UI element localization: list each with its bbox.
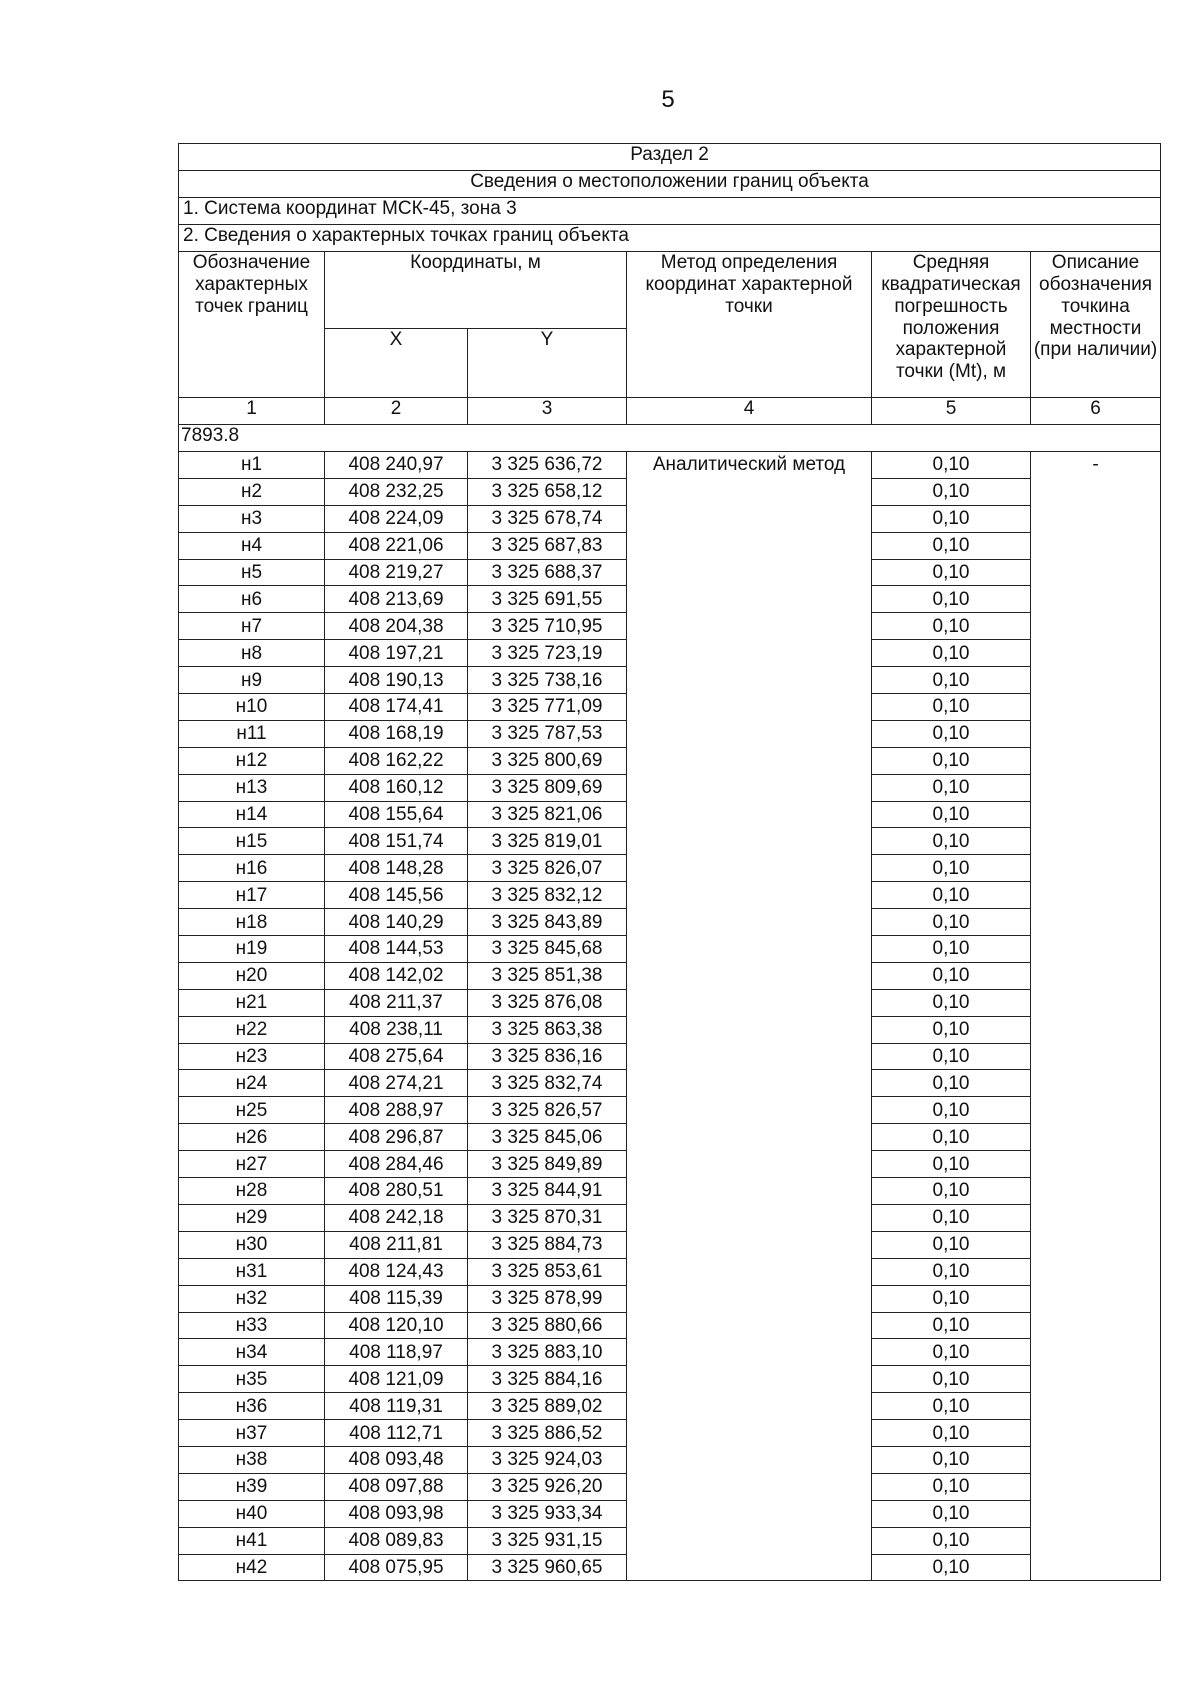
mean-error: 0,10 (872, 720, 1031, 747)
mean-error: 0,10 (872, 774, 1031, 801)
coord-x: 408 155,64 (325, 801, 468, 828)
coord-y: 3 325 658,12 (468, 478, 627, 505)
coord-y: 3 325 826,07 (468, 855, 627, 882)
coord-x: 408 274,21 (325, 1070, 468, 1097)
coord-x: 408 148,28 (325, 855, 468, 882)
mean-error: 0,10 (872, 1070, 1031, 1097)
col-number: 5 (872, 398, 1031, 425)
mean-error: 0,10 (872, 936, 1031, 963)
coord-y: 3 325 843,89 (468, 909, 627, 936)
mean-error: 0,10 (872, 1231, 1031, 1258)
coord-x: 408 224,09 (325, 505, 468, 532)
coord-x: 408 174,41 (325, 694, 468, 721)
header-mean-error: Средняя квадратическая погрешность положения характерной точки (Mt), м (872, 252, 1031, 398)
coord-y: 3 325 826,57 (468, 1097, 627, 1124)
coord-y: 3 325 924,03 (468, 1446, 627, 1473)
coord-x: 408 280,51 (325, 1178, 468, 1205)
points-body (179, 452, 1161, 1581)
mean-error: 0,10 (872, 1420, 1031, 1447)
coord-system: 1. Система координат МСК-45, зона 3 (179, 198, 1161, 225)
point-id: н27 (179, 1151, 325, 1178)
coord-y: 3 325 636,72 (468, 452, 627, 479)
coord-x: 408 232,25 (325, 478, 468, 505)
coord-x: 408 238,11 (325, 1016, 468, 1043)
coord-y: 3 325 832,74 (468, 1070, 627, 1097)
coord-x: 408 162,22 (325, 747, 468, 774)
mean-error: 0,10 (872, 613, 1031, 640)
coord-y: 3 325 821,06 (468, 801, 627, 828)
coord-x: 408 221,06 (325, 532, 468, 559)
point-id: н11 (179, 720, 325, 747)
points-title: 2. Сведения о характерных точках границ объекта (179, 225, 1161, 252)
coord-x: 408 168,19 (325, 720, 468, 747)
point-id: н1 (179, 452, 325, 479)
point-id: н37 (179, 1420, 325, 1447)
mean-error: 0,10 (872, 1366, 1031, 1393)
table-row (179, 452, 1161, 479)
point-id: н26 (179, 1124, 325, 1151)
point-id: н5 (179, 559, 325, 586)
mean-error: 0,10 (872, 667, 1031, 694)
mean-error: 0,10 (872, 1500, 1031, 1527)
coord-y: 3 325 851,38 (468, 962, 627, 989)
coord-y: 3 325 870,31 (468, 1204, 627, 1231)
point-id: н22 (179, 1016, 325, 1043)
coord-x: 408 124,43 (325, 1258, 468, 1285)
header-description: Описание обозначения точкина местности (при наличии) (1031, 252, 1161, 398)
mean-error: 0,10 (872, 1258, 1031, 1285)
mean-error: 0,10 (872, 909, 1031, 936)
mean-error: 0,10 (872, 559, 1031, 586)
header-method: Метод определения координат характерной точки (627, 252, 872, 398)
coord-y: 3 325 878,99 (468, 1285, 627, 1312)
coord-y: 3 325 876,08 (468, 989, 627, 1016)
point-id: н23 (179, 1043, 325, 1070)
coord-x: 408 093,48 (325, 1446, 468, 1473)
mean-error: 0,10 (872, 1043, 1031, 1070)
page-number: 5 (661, 86, 675, 113)
coord-x: 408 204,38 (325, 613, 468, 640)
mean-error: 0,10 (872, 1178, 1031, 1205)
point-id: н28 (179, 1178, 325, 1205)
point-id: н2 (179, 478, 325, 505)
point-id: н30 (179, 1231, 325, 1258)
point-id: н25 (179, 1097, 325, 1124)
coord-y: 3 325 884,16 (468, 1366, 627, 1393)
point-id: н33 (179, 1312, 325, 1339)
point-id: н3 (179, 505, 325, 532)
coord-x: 408 160,12 (325, 774, 468, 801)
coord-y: 3 325 931,15 (468, 1527, 627, 1554)
point-id: н14 (179, 801, 325, 828)
point-id: н18 (179, 909, 325, 936)
coord-y: 3 325 771,09 (468, 694, 627, 721)
point-id: н8 (179, 640, 325, 667)
coord-y: 3 325 687,83 (468, 532, 627, 559)
mean-error: 0,10 (872, 1339, 1031, 1366)
coord-x: 408 190,13 (325, 667, 468, 694)
coord-x: 408 275,64 (325, 1043, 468, 1070)
coord-y: 3 325 933,34 (468, 1500, 627, 1527)
coord-x: 408 097,88 (325, 1473, 468, 1500)
coord-y: 3 325 787,53 (468, 720, 627, 747)
coord-x: 408 242,18 (325, 1204, 468, 1231)
coord-y: 3 325 960,65 (468, 1554, 627, 1581)
point-id: н17 (179, 882, 325, 909)
point-id: н7 (179, 613, 325, 640)
group-label: 7893.8 (179, 425, 1161, 452)
mean-error: 0,10 (872, 1527, 1031, 1554)
mean-error: 0,10 (872, 1016, 1031, 1043)
method-cell: Аналитический метод (627, 452, 872, 1581)
point-id: н32 (179, 1285, 325, 1312)
point-id: н29 (179, 1204, 325, 1231)
point-id: н19 (179, 936, 325, 963)
point-id: н42 (179, 1554, 325, 1581)
col-number: 2 (325, 398, 468, 425)
coord-y: 3 325 849,89 (468, 1151, 627, 1178)
coord-y: 3 325 880,66 (468, 1312, 627, 1339)
point-id: н9 (179, 667, 325, 694)
mean-error: 0,10 (872, 1312, 1031, 1339)
coord-x: 408 296,87 (325, 1124, 468, 1151)
mean-error: 0,10 (872, 640, 1031, 667)
coord-x: 408 142,02 (325, 962, 468, 989)
mean-error: 0,10 (872, 1473, 1031, 1500)
coord-y: 3 325 691,55 (468, 586, 627, 613)
point-id: н35 (179, 1366, 325, 1393)
mean-error: 0,10 (872, 801, 1031, 828)
mean-error: 0,10 (872, 478, 1031, 505)
mean-error: 0,10 (872, 855, 1031, 882)
point-id: н40 (179, 1500, 325, 1527)
coord-x: 408 118,97 (325, 1339, 468, 1366)
coord-x: 408 284,46 (325, 1151, 468, 1178)
mean-error: 0,10 (872, 882, 1031, 909)
section-subtitle: Сведения о местоположении границ объекта (179, 171, 1161, 198)
coord-x: 408 240,97 (325, 452, 468, 479)
mean-error: 0,10 (872, 452, 1031, 479)
coord-y: 3 325 800,69 (468, 747, 627, 774)
coord-x: 408 112,71 (325, 1420, 468, 1447)
coord-y: 3 325 819,01 (468, 828, 627, 855)
point-id: н6 (179, 586, 325, 613)
mean-error: 0,10 (872, 1151, 1031, 1178)
mean-error: 0,10 (872, 1285, 1031, 1312)
mean-error: 0,10 (872, 1554, 1031, 1581)
point-id: н15 (179, 828, 325, 855)
mean-error: 0,10 (872, 1097, 1031, 1124)
point-id: н31 (179, 1258, 325, 1285)
point-id: н24 (179, 1070, 325, 1097)
coord-y: 3 325 863,38 (468, 1016, 627, 1043)
mean-error: 0,10 (872, 962, 1031, 989)
point-id: н20 (179, 962, 325, 989)
coord-y: 3 325 723,19 (468, 640, 627, 667)
point-id: н38 (179, 1446, 325, 1473)
col-number: 1 (179, 398, 325, 425)
coord-y: 3 325 845,68 (468, 936, 627, 963)
coord-x: 408 119,31 (325, 1393, 468, 1420)
coord-x: 408 115,39 (325, 1285, 468, 1312)
coord-x: 408 211,37 (325, 989, 468, 1016)
header-x: X (325, 329, 468, 398)
mean-error: 0,10 (872, 1446, 1031, 1473)
point-id: н4 (179, 532, 325, 559)
boundary-points-table (178, 143, 1161, 1581)
mean-error: 0,10 (872, 1393, 1031, 1420)
coord-y: 3 325 738,16 (468, 667, 627, 694)
coord-x: 408 197,21 (325, 640, 468, 667)
description-cell: - (1031, 452, 1161, 1581)
coord-x: 408 089,83 (325, 1527, 468, 1554)
coord-y: 3 325 884,73 (468, 1231, 627, 1258)
coord-y: 3 325 688,37 (468, 559, 627, 586)
coord-x: 408 213,69 (325, 586, 468, 613)
coord-x: 408 093,98 (325, 1500, 468, 1527)
coord-y: 3 325 883,10 (468, 1339, 627, 1366)
coord-y: 3 325 886,52 (468, 1420, 627, 1447)
coord-x: 408 121,09 (325, 1366, 468, 1393)
header-y: Y (468, 329, 627, 398)
coord-x: 408 140,29 (325, 909, 468, 936)
coord-y: 3 325 678,74 (468, 505, 627, 532)
coord-x: 408 144,53 (325, 936, 468, 963)
point-id: н34 (179, 1339, 325, 1366)
point-id: н12 (179, 747, 325, 774)
header-coordinates: Координаты, м (325, 252, 627, 329)
mean-error: 0,10 (872, 532, 1031, 559)
coord-y: 3 325 836,16 (468, 1043, 627, 1070)
mean-error: 0,10 (872, 1204, 1031, 1231)
mean-error: 0,10 (872, 747, 1031, 774)
mean-error: 0,10 (872, 505, 1031, 532)
coord-x: 408 219,27 (325, 559, 468, 586)
header-point-designation: Обозначение характерных точек границ (179, 252, 325, 398)
coord-y: 3 325 853,61 (468, 1258, 627, 1285)
coord-y: 3 325 844,91 (468, 1178, 627, 1205)
coord-x: 408 075,95 (325, 1554, 468, 1581)
coord-y: 3 325 809,69 (468, 774, 627, 801)
col-number: 4 (627, 398, 872, 425)
coord-x: 408 151,74 (325, 828, 468, 855)
mean-error: 0,10 (872, 586, 1031, 613)
point-id: н13 (179, 774, 325, 801)
mean-error: 0,10 (872, 828, 1031, 855)
coord-x: 408 211,81 (325, 1231, 468, 1258)
coord-y: 3 325 889,02 (468, 1393, 627, 1420)
point-id: н10 (179, 694, 325, 721)
point-id: н36 (179, 1393, 325, 1420)
point-id: н21 (179, 989, 325, 1016)
coord-y: 3 325 845,06 (468, 1124, 627, 1151)
mean-error: 0,10 (872, 694, 1031, 721)
point-id: н39 (179, 1473, 325, 1500)
coord-y: 3 325 710,95 (468, 613, 627, 640)
coord-y: 3 325 926,20 (468, 1473, 627, 1500)
coord-x: 408 120,10 (325, 1312, 468, 1339)
coord-x: 408 145,56 (325, 882, 468, 909)
coord-y: 3 325 832,12 (468, 882, 627, 909)
coord-x: 408 288,97 (325, 1097, 468, 1124)
mean-error: 0,10 (872, 989, 1031, 1016)
point-id: н41 (179, 1527, 325, 1554)
section-title: Раздел 2 (179, 144, 1161, 171)
col-number: 3 (468, 398, 627, 425)
col-number: 6 (1031, 398, 1161, 425)
mean-error: 0,10 (872, 1124, 1031, 1151)
point-id: н16 (179, 855, 325, 882)
